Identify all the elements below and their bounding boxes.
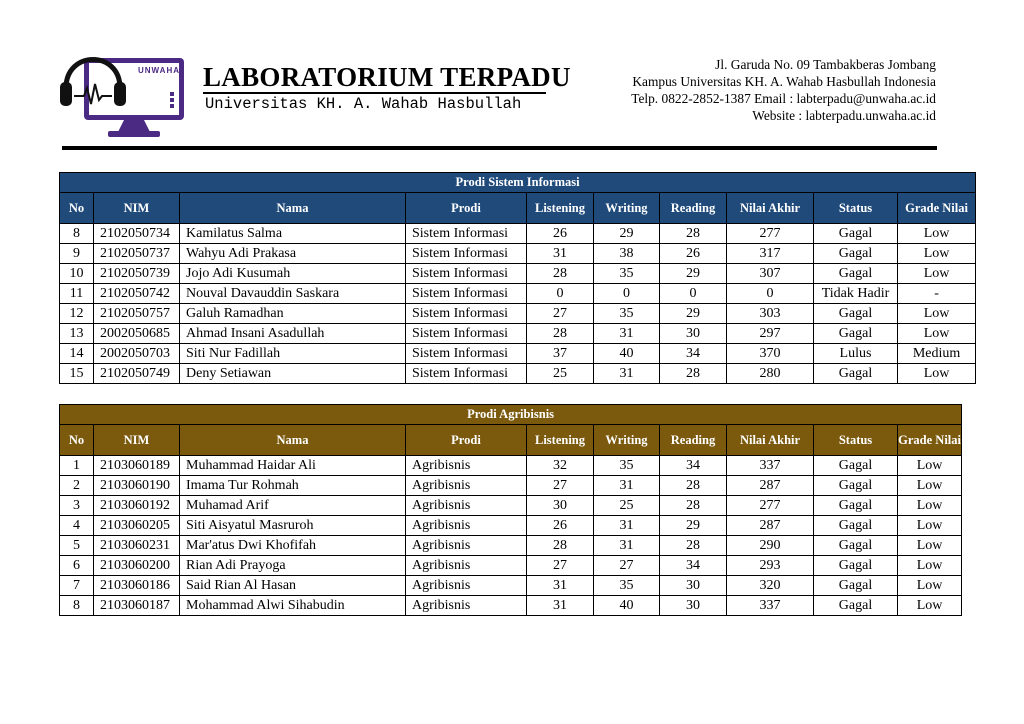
- cell-status: Gagal: [814, 576, 898, 596]
- cell-listening: 27: [527, 304, 594, 324]
- cell-grade: Low: [898, 364, 976, 384]
- cell-nim: 2103060192: [94, 496, 180, 516]
- cell-reading: 30: [660, 576, 727, 596]
- cell-status: Gagal: [814, 304, 898, 324]
- table-row: [60, 264, 976, 284]
- cell-nama: Said Rian Al Hasan: [180, 576, 406, 596]
- cell-no: 7: [60, 576, 94, 596]
- cell-writing: 31: [594, 324, 660, 344]
- cell-grade: Low: [898, 536, 962, 556]
- cell-listening: 32: [527, 456, 594, 476]
- cell-nim: 2102050749: [94, 364, 180, 384]
- table-row: [60, 244, 976, 264]
- cell-reading: 34: [660, 456, 727, 476]
- cell-reading: 28: [660, 536, 727, 556]
- cell-prodi: Agribisnis: [406, 536, 527, 556]
- col-prodi: Prodi: [406, 193, 527, 224]
- cell-listening: 0: [527, 284, 594, 304]
- cell-nim: 2103060187: [94, 596, 180, 616]
- cell-status: Gagal: [814, 364, 898, 384]
- table-row: [60, 556, 962, 576]
- cell-nama: Mar'atus Dwi Khofifah: [180, 536, 406, 556]
- cell-prodi: Sistem Informasi: [406, 264, 527, 284]
- cell-prodi: Agribisnis: [406, 596, 527, 616]
- cell-nilai-akhir: 337: [727, 596, 814, 616]
- col-reading: Reading: [660, 425, 727, 456]
- table-row: [60, 284, 976, 304]
- table-row: [60, 364, 976, 384]
- col-listening: Listening: [527, 425, 594, 456]
- cell-nilai-akhir: 0: [727, 284, 814, 304]
- table-row: [60, 304, 976, 324]
- logo-text: UNWAHA: [138, 66, 180, 75]
- cell-prodi: Sistem Informasi: [406, 244, 527, 264]
- cell-nama: Galuh Ramadhan: [180, 304, 406, 324]
- col-nama: Nama: [180, 425, 406, 456]
- cell-prodi: Sistem Informasi: [406, 364, 527, 384]
- cell-prodi: Agribisnis: [406, 476, 527, 496]
- cell-no: 4: [60, 516, 94, 536]
- header-divider: [62, 146, 937, 150]
- column-header-row: [60, 425, 962, 456]
- address-line: Jl. Garuda No. 09 Tambakberas Jombang: [715, 57, 936, 72]
- table-row: [60, 596, 962, 616]
- col-no: No: [60, 425, 94, 456]
- cell-no: 11: [60, 284, 94, 304]
- cell-nama: Deny Setiawan: [180, 364, 406, 384]
- cell-grade: Low: [898, 244, 976, 264]
- col-writing: Writing: [594, 193, 660, 224]
- cell-prodi: Agribisnis: [406, 456, 527, 476]
- cell-nim: 2102050737: [94, 244, 180, 264]
- cell-status: Gagal: [814, 244, 898, 264]
- cell-status: Tidak Hadir: [814, 284, 898, 304]
- cell-listening: 30: [527, 496, 594, 516]
- cell-nilai-akhir: 287: [727, 476, 814, 496]
- cell-no: 5: [60, 536, 94, 556]
- cell-nilai-akhir: 277: [727, 224, 814, 244]
- col-nilai-akhir: Nilai Akhir: [727, 193, 814, 224]
- cell-writing: 40: [594, 344, 660, 364]
- cell-nilai-akhir: 277: [727, 496, 814, 516]
- cell-prodi: Sistem Informasi: [406, 284, 527, 304]
- cell-listening: 37: [527, 344, 594, 364]
- cell-nim: 2103060190: [94, 476, 180, 496]
- cell-listening: 25: [527, 364, 594, 384]
- cell-grade: Low: [898, 516, 962, 536]
- col-prodi: Prodi: [406, 425, 527, 456]
- col-status: Status: [814, 193, 898, 224]
- lab-subtitle: Universitas KH. A. Wahab Hasbullah: [205, 95, 522, 113]
- contact-line: Telp. 0822-2852-1387 Email : labterpadu@unwaha.ac.id: [631, 91, 936, 106]
- cell-writing: 29: [594, 224, 660, 244]
- col-grade-nilai: Grade Nilai: [898, 425, 962, 456]
- col-writing: Writing: [594, 425, 660, 456]
- cell-reading: 34: [660, 344, 727, 364]
- table-sistem-informasi: [59, 172, 976, 384]
- col-nilai-akhir: Nilai Akhir: [727, 425, 814, 456]
- cell-nilai-akhir: 370: [727, 344, 814, 364]
- cell-reading: 28: [660, 364, 727, 384]
- cell-no: 10: [60, 264, 94, 284]
- cell-status: Gagal: [814, 496, 898, 516]
- cell-nim: 2102050734: [94, 224, 180, 244]
- cell-status: Lulus: [814, 344, 898, 364]
- cell-writing: 31: [594, 536, 660, 556]
- table-row: [60, 476, 962, 496]
- cell-reading: 26: [660, 244, 727, 264]
- cell-listening: 28: [527, 536, 594, 556]
- cell-nama: Wahyu Adi Prakasa: [180, 244, 406, 264]
- cell-listening: 28: [527, 264, 594, 284]
- cell-nim: 2103060200: [94, 556, 180, 576]
- cell-nama: Nouval Davauddin Saskara: [180, 284, 406, 304]
- cell-nama: Rian Adi Prayoga: [180, 556, 406, 576]
- col-status: Status: [814, 425, 898, 456]
- unwaha-logo: [58, 40, 188, 140]
- cell-no: 15: [60, 364, 94, 384]
- cell-grade: Low: [898, 324, 976, 344]
- col-no: No: [60, 193, 94, 224]
- cell-status: Gagal: [814, 224, 898, 244]
- cell-reading: 29: [660, 264, 727, 284]
- cell-nilai-akhir: 320: [727, 576, 814, 596]
- cell-nama: Siti Aisyatul Masruroh: [180, 516, 406, 536]
- cell-listening: 31: [527, 596, 594, 616]
- cell-nim: 2102050742: [94, 284, 180, 304]
- cell-grade: -: [898, 284, 976, 304]
- cell-writing: 31: [594, 516, 660, 536]
- cell-status: Gagal: [814, 456, 898, 476]
- cell-reading: 34: [660, 556, 727, 576]
- cell-listening: 27: [527, 476, 594, 496]
- cell-listening: 26: [527, 224, 594, 244]
- cell-grade: Low: [898, 456, 962, 476]
- cell-status: Gagal: [814, 476, 898, 496]
- col-nama: Nama: [180, 193, 406, 224]
- cell-nama: Muhammad Haidar Ali: [180, 456, 406, 476]
- cell-nilai-akhir: 297: [727, 324, 814, 344]
- cell-nim: 2103060205: [94, 516, 180, 536]
- cell-nilai-akhir: 287: [727, 516, 814, 536]
- cell-grade: Low: [898, 596, 962, 616]
- cell-no: 14: [60, 344, 94, 364]
- cell-nilai-akhir: 290: [727, 536, 814, 556]
- cell-reading: 29: [660, 304, 727, 324]
- cell-prodi: Agribisnis: [406, 576, 527, 596]
- table-row: [60, 456, 962, 476]
- cell-reading: 30: [660, 324, 727, 344]
- cell-nilai-akhir: 307: [727, 264, 814, 284]
- cell-listening: 31: [527, 576, 594, 596]
- cell-nim: 2103060231: [94, 536, 180, 556]
- cell-nama: Ahmad Insani Asadullah: [180, 324, 406, 344]
- cell-writing: 35: [594, 576, 660, 596]
- cell-grade: Low: [898, 264, 976, 284]
- cell-reading: 0: [660, 284, 727, 304]
- cell-prodi: Sistem Informasi: [406, 224, 527, 244]
- cell-writing: 35: [594, 456, 660, 476]
- cell-listening: 28: [527, 324, 594, 344]
- cell-writing: 25: [594, 496, 660, 516]
- col-nim: NIM: [94, 425, 180, 456]
- col-listening: Listening: [527, 193, 594, 224]
- cell-nim: 2002050685: [94, 324, 180, 344]
- cell-writing: 38: [594, 244, 660, 264]
- cell-reading: 28: [660, 476, 727, 496]
- table-row: [60, 324, 976, 344]
- cell-nim: 2002050703: [94, 344, 180, 364]
- cell-nama: Jojo Adi Kusumah: [180, 264, 406, 284]
- cell-no: 12: [60, 304, 94, 324]
- cell-prodi: Agribisnis: [406, 516, 527, 536]
- cell-status: Gagal: [814, 556, 898, 576]
- cell-no: 1: [60, 456, 94, 476]
- cell-grade: Medium: [898, 344, 976, 364]
- cell-status: Gagal: [814, 264, 898, 284]
- cell-listening: 26: [527, 516, 594, 536]
- cell-status: Gagal: [814, 536, 898, 556]
- cell-nama: Siti Nur Fadillah: [180, 344, 406, 364]
- cell-no: 8: [60, 596, 94, 616]
- col-nim: NIM: [94, 193, 180, 224]
- table-row: [60, 496, 962, 516]
- cell-grade: Low: [898, 556, 962, 576]
- table-row: [60, 576, 962, 596]
- cell-status: Gagal: [814, 516, 898, 536]
- cell-nilai-akhir: 317: [727, 244, 814, 264]
- cell-nim: 2103060189: [94, 456, 180, 476]
- cell-no: 13: [60, 324, 94, 344]
- cell-reading: 29: [660, 516, 727, 536]
- cell-grade: Low: [898, 476, 962, 496]
- cell-prodi: Agribisnis: [406, 496, 527, 516]
- cell-writing: 31: [594, 364, 660, 384]
- cell-listening: 27: [527, 556, 594, 576]
- campus-line: Kampus Universitas KH. A. Wahab Hasbullah Indonesia: [632, 74, 936, 89]
- cell-nama: Mohammad Alwi Sihabudin: [180, 596, 406, 616]
- cell-nim: 2102050757: [94, 304, 180, 324]
- cell-no: 6: [60, 556, 94, 576]
- cell-nim: 2103060186: [94, 576, 180, 596]
- column-header-row: [60, 193, 976, 224]
- cell-writing: 40: [594, 596, 660, 616]
- cell-status: Gagal: [814, 324, 898, 344]
- table-title: Prodi Sistem Informasi: [60, 173, 976, 193]
- table-row: [60, 344, 976, 364]
- cell-prodi: Sistem Informasi: [406, 344, 527, 364]
- cell-no: 9: [60, 244, 94, 264]
- cell-no: 3: [60, 496, 94, 516]
- cell-no: 2: [60, 476, 94, 496]
- cell-prodi: Sistem Informasi: [406, 324, 527, 344]
- cell-no: 8: [60, 224, 94, 244]
- address-block: [631, 56, 936, 124]
- cell-prodi: Sistem Informasi: [406, 304, 527, 324]
- table-title: Prodi Agribisnis: [60, 405, 962, 425]
- cell-writing: 35: [594, 304, 660, 324]
- cell-grade: Low: [898, 576, 962, 596]
- cell-status: Gagal: [814, 596, 898, 616]
- cell-grade: Low: [898, 224, 976, 244]
- lab-title: LABORATORIUM TERPADU: [203, 62, 571, 92]
- cell-nilai-akhir: 337: [727, 456, 814, 476]
- website-line: Website : labterpadu.unwaha.ac.id: [752, 108, 936, 123]
- cell-prodi: Agribisnis: [406, 556, 527, 576]
- cell-nilai-akhir: 303: [727, 304, 814, 324]
- col-grade-nilai: Grade Nilai: [898, 193, 976, 224]
- table-row: [60, 516, 962, 536]
- cell-writing: 27: [594, 556, 660, 576]
- cell-reading: 30: [660, 596, 727, 616]
- cell-reading: 28: [660, 224, 727, 244]
- col-reading: Reading: [660, 193, 727, 224]
- cell-nilai-akhir: 280: [727, 364, 814, 384]
- table-row: [60, 224, 976, 244]
- cell-nama: Imama Tur Rohmah: [180, 476, 406, 496]
- cell-writing: 35: [594, 264, 660, 284]
- cell-nama: Muhamad Arif: [180, 496, 406, 516]
- cell-nim: 2102050739: [94, 264, 180, 284]
- cell-nilai-akhir: 293: [727, 556, 814, 576]
- cell-grade: Low: [898, 496, 962, 516]
- table-row: [60, 536, 962, 556]
- cell-writing: 0: [594, 284, 660, 304]
- cell-grade: Low: [898, 304, 976, 324]
- cell-nama: Kamilatus Salma: [180, 224, 406, 244]
- cell-listening: 31: [527, 244, 594, 264]
- cell-reading: 28: [660, 496, 727, 516]
- table-agribisnis: [59, 404, 962, 616]
- title-underline: [203, 92, 546, 94]
- cell-writing: 31: [594, 476, 660, 496]
